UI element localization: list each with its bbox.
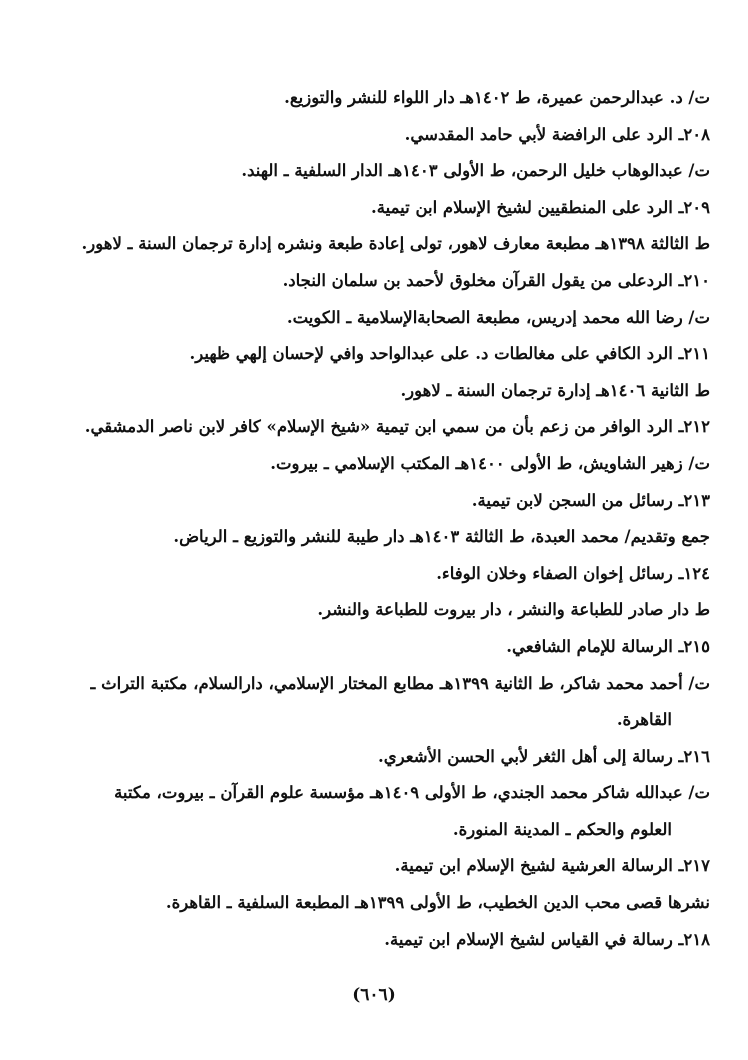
bibliography-line: ٢١٦ـ رسالة إلى أهل الثغر لأبي الحسن الأشعري. <box>378 746 710 766</box>
bibliography-line: ت/ رضا الله محمد إدريس، مطبعة الصحابةالإسلامية ـ الكويت. <box>286 307 710 327</box>
bibliography-line: ٢١٣ـ رسائل من السجن لابن تيمية. <box>471 490 710 510</box>
bibliography-line: ط دار صادر للطباعة والنشر ، دار بيروت للطباعة والنشر. <box>317 600 710 620</box>
bibliography-line-continuation: القاهرة. <box>616 710 672 730</box>
bibliography-list <box>42 80 710 958</box>
bibliography-line: ط الثالثة ١٣٩٨هـ مطبعة معارف لاهور، تولى إعادة طبعة ونشره إدارة ترجمان السنة ـ لاهور. <box>81 234 710 254</box>
bibliography-line: ٢٠٨ـ الرد على الرافضة لأبي حامد المقدسي. <box>404 124 710 144</box>
bibliography-line: ت/ عبدالوهاب خليل الرحمن، ط الأولى ١٤٠٣هـ الدار السلفية ـ الهند. <box>241 161 710 181</box>
bibliography-line: ت/ أحمد محمد شاكر، ط الثانية ١٣٩٩هـ مطابع المختار الإسلامي، دارالسلام، مكتبة التراث ـ <box>90 673 710 693</box>
bibliography-line: ط الثانية ١٤٠٦هـ إدارة ترجمان السنة ـ لاهور. <box>400 380 710 400</box>
bibliography-line-continuation: العلوم والحكم ـ المدينة المنورة. <box>452 819 672 839</box>
bibliography-line: جمع وتقديم/ محمد العبدة، ط الثالثة ١٤٠٣هـ دار طيبة للنشر والتوزيع ـ الرياض. <box>173 527 710 547</box>
bibliography-line: ت/ زهير الشاويش، ط الأولى ١٤٠٠هـ المكتب الإسلامي ـ بيروت. <box>270 453 710 473</box>
bibliography-line: ت/ عبدالله شاكر محمد الجندي، ط الأولى ١٤٠٩هـ مؤسسة علوم القرآن ـ بيروت، مكتبة <box>114 783 710 803</box>
bibliography-line: ٢١١ـ الرد الكافي على مغالطات د. على عبدالواحد وافي لإحسان إلهي ظهير. <box>189 344 710 364</box>
bibliography-line: ٢١٠ـ الردعلى من يقول القرآن مخلوق لأحمد بن سلمان النجاد. <box>282 270 710 290</box>
bibliography-line: ٢١٥ـ الرسالة للإمام الشافعي. <box>506 636 710 656</box>
bibliography-line: ١٢٤ـ رسائل إخوان الصفاء وخلان الوفاء. <box>436 563 710 583</box>
bibliography-line: ت/ د. عبدالرحمن عميرة، ط ١٤٠٢هـ دار اللواء للنشر والتوزيع. <box>284 88 710 107</box>
bibliography-line: ٢١٨ـ رسالة في القياس لشيخ الإسلام ابن تيمية. <box>384 929 710 949</box>
bibliography-line: ٢١٢ـ الرد الوافر من زعم بأن من سمي ابن تيمية «شيخ الإسلام» كافر لابن ناصر الدمشقي. <box>84 417 710 437</box>
bibliography-line: ٢١٧ـ الرسالة العرشية لشيخ الإسلام ابن تيمية. <box>394 856 710 876</box>
bibliography-line: نشرها قصى محب الدين الخطيب، ط الأولى ١٣٩٩هـ المطبعة السلفية ـ القاهرة. <box>165 893 710 913</box>
bibliography-line: ٢٠٩ـ الرد على المنطقيين لشيخ الإسلام ابن تيمية. <box>371 197 710 217</box>
page-number: (٦٠٦) <box>352 985 396 1005</box>
